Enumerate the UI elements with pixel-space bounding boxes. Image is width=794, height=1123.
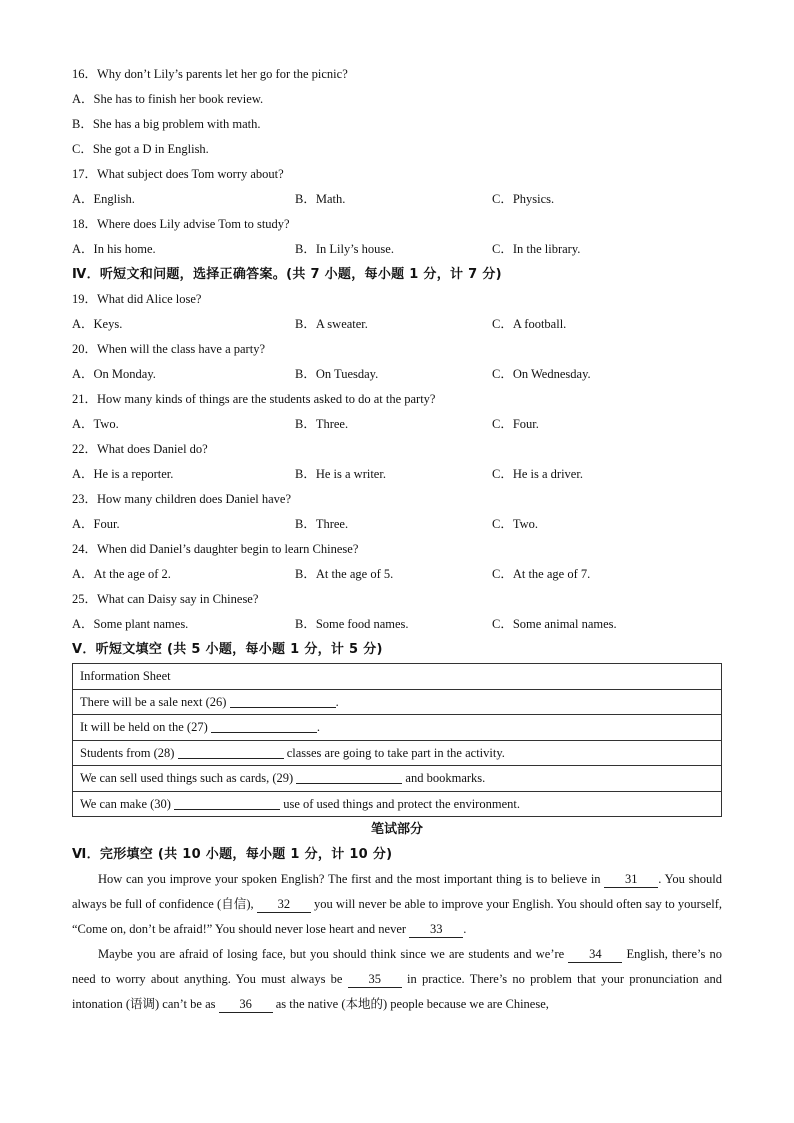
question-22: 22．What does Daniel do? bbox=[72, 442, 208, 456]
blank-26 bbox=[230, 693, 336, 708]
table-row bbox=[73, 791, 722, 817]
blank-36: 36 bbox=[219, 996, 273, 1013]
q18-option-c: C．In the library. bbox=[492, 242, 581, 256]
q19-option-b: B．A sweater. bbox=[295, 317, 368, 331]
q20-options bbox=[72, 362, 722, 387]
exam-page bbox=[72, 62, 722, 1017]
q22-options bbox=[72, 462, 722, 487]
cloze-text: . You should always be full of confidence (自信), bbox=[72, 872, 722, 911]
q25-options bbox=[72, 612, 722, 637]
info-row-29 bbox=[73, 766, 722, 792]
info-row-26 bbox=[73, 689, 722, 715]
q17-option-b: B．Math. bbox=[295, 192, 346, 206]
q25-option-a: A．Some plant names. bbox=[72, 617, 189, 631]
blank-33: 33 bbox=[409, 921, 463, 938]
question-16: 16．Why don’t Lily’s parents let her go for the picnic? bbox=[72, 67, 348, 81]
q19-option-c: C．A football. bbox=[492, 317, 567, 331]
q16-option-a: A．She has to finish her book review. bbox=[72, 92, 264, 106]
question-21: 21．How many kinds of things are the students asked to do at the party? bbox=[72, 392, 436, 406]
cloze-text: as the native (本地的) people because we are Chinese, bbox=[272, 997, 549, 1011]
section-4-heading: Ⅳ．听短文和问题，选择正确答案。(共 7 小题，每小题 1 分，计 7 分) bbox=[72, 267, 502, 282]
table-row bbox=[73, 689, 722, 715]
q18-option-a: A．In his home. bbox=[72, 242, 156, 256]
q25-option-b: B．Some food names. bbox=[295, 617, 409, 631]
q24-option-b: B．At the age of 5. bbox=[295, 567, 394, 581]
q21-option-c: C．Four. bbox=[492, 417, 539, 431]
blank-34: 34 bbox=[568, 946, 622, 963]
q21-option-b: B．Three. bbox=[295, 417, 349, 431]
info-row-29-text: We can sell used things such as cards, (29) bbox=[80, 771, 297, 786]
information-sheet-title: Information Sheet bbox=[73, 664, 722, 690]
q22-option-a: A．He is a reporter. bbox=[72, 467, 174, 481]
cloze-text: . bbox=[463, 922, 467, 936]
info-row-30 bbox=[73, 791, 722, 817]
q20-option-b: B．On Tuesday. bbox=[295, 367, 379, 381]
q16-option-b: B．She has a big problem with math. bbox=[72, 117, 261, 131]
cloze-text: in practice. There’s no problem that your pronunciation and intonation (语调) can’t be as bbox=[72, 972, 722, 1011]
section-5-heading: Ⅴ．听短文填空 (共 5 小题，每小题 1 分，计 5 分) bbox=[72, 642, 383, 657]
cloze-text: Maybe you are afraid of losing face, but you should think since we are students and we’re bbox=[98, 947, 569, 961]
question-17: 17．What subject does Tom worry about? bbox=[72, 167, 284, 181]
cloze-text: you will never be able to improve your English. You should often say to yourself, “Come on, don’t be afraid!” You should never lose heart and never bbox=[72, 897, 722, 936]
q23-option-a: A．Four. bbox=[72, 517, 120, 531]
q20-option-a: A．On Monday. bbox=[72, 367, 156, 381]
info-row-28-text: Students from (28) bbox=[80, 745, 178, 760]
blank-35: 35 bbox=[348, 971, 402, 988]
blank-30 bbox=[174, 795, 280, 810]
info-row-28-end: classes are going to take part in the activity. bbox=[283, 745, 505, 760]
q23-option-b: B．Three. bbox=[295, 517, 349, 531]
question-20: 20．When will the class have a party? bbox=[72, 342, 265, 356]
info-row-26-end: . bbox=[335, 694, 339, 709]
cloze-paragraph-1 bbox=[72, 867, 722, 942]
info-row-29-end: and bookmarks. bbox=[402, 771, 486, 786]
written-part-title: 笔试部分 bbox=[370, 822, 423, 837]
q20-option-c: C．On Wednesday. bbox=[492, 367, 591, 381]
blank-29 bbox=[296, 769, 402, 784]
q22-option-c: C．He is a driver. bbox=[492, 467, 583, 481]
q23-options bbox=[72, 512, 722, 537]
q21-options bbox=[72, 412, 722, 437]
q24-option-c: C．At the age of 7. bbox=[492, 567, 591, 581]
q19-options bbox=[72, 312, 722, 337]
q17-option-a: A．English. bbox=[72, 192, 135, 206]
question-19: 19．What did Alice lose? bbox=[72, 292, 202, 306]
info-row-30-text: We can make (30) bbox=[80, 796, 175, 811]
info-row-30-end: use of used things and protect the environment. bbox=[280, 796, 520, 811]
info-row-28 bbox=[73, 740, 722, 766]
q19-option-a: A．Keys. bbox=[72, 317, 123, 331]
q24-option-a: A．At the age of 2. bbox=[72, 567, 171, 581]
table-row bbox=[73, 664, 722, 690]
q21-option-a: A．Two. bbox=[72, 417, 119, 431]
table-row bbox=[73, 740, 722, 766]
blank-32: 32 bbox=[257, 896, 311, 913]
section-6-heading: Ⅵ．完形填空 (共 10 小题，每小题 1 分，计 10 分) bbox=[72, 847, 393, 862]
cloze-text: English, there’s no need to worry about anything. You must always be bbox=[72, 947, 723, 986]
information-sheet-table bbox=[72, 663, 722, 817]
q25-option-c: C．Some animal names. bbox=[492, 617, 617, 631]
question-25: 25．What can Daisy say in Chinese? bbox=[72, 592, 259, 606]
table-row bbox=[73, 715, 722, 741]
blank-28 bbox=[178, 744, 284, 759]
cloze-paragraph-2 bbox=[72, 942, 722, 1017]
blank-27 bbox=[211, 718, 317, 733]
table-row bbox=[73, 766, 722, 792]
q18-options bbox=[72, 237, 722, 262]
question-24: 24．When did Daniel’s daughter begin to learn Chinese? bbox=[72, 542, 359, 556]
q16-option-c: C．She got a D in English. bbox=[72, 142, 209, 156]
cloze-text: How can you improve your spoken English? The first and the most important thing is to believe in bbox=[98, 872, 605, 886]
info-row-27-end: . bbox=[316, 720, 320, 735]
question-23: 23．How many children does Daniel have? bbox=[72, 492, 292, 506]
q17-options bbox=[72, 187, 722, 212]
info-row-27-text: It will be held on the (27) bbox=[80, 720, 211, 735]
blank-31: 31 bbox=[604, 871, 658, 888]
q18-option-b: B．In Lily’s house. bbox=[295, 242, 394, 256]
q24-options bbox=[72, 562, 722, 587]
q17-option-c: C．Physics. bbox=[492, 192, 555, 206]
info-row-26-text: There will be a sale next (26) bbox=[80, 694, 230, 709]
info-row-27 bbox=[73, 715, 722, 741]
q22-option-b: B．He is a writer. bbox=[295, 467, 386, 481]
question-18: 18．Where does Lily advise Tom to study? bbox=[72, 217, 290, 231]
q23-option-c: C．Two. bbox=[492, 517, 539, 531]
